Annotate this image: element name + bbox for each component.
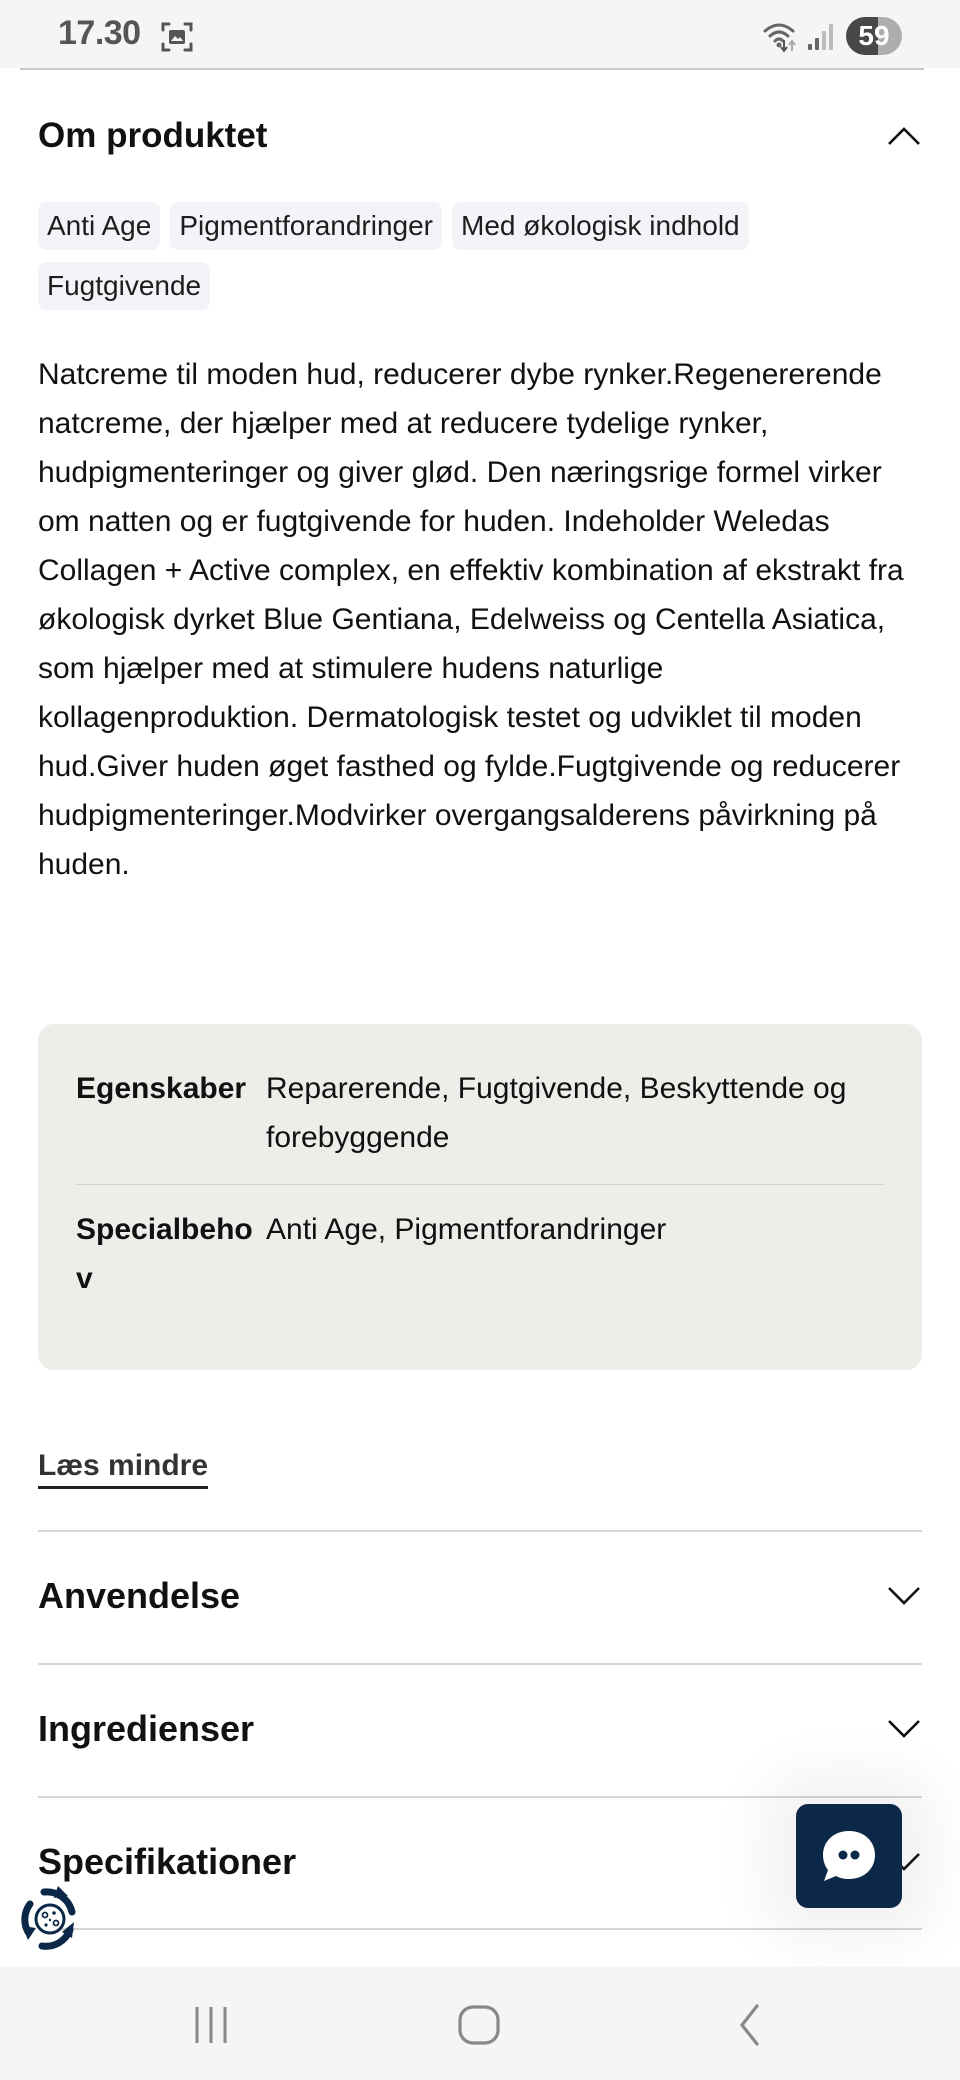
status-bar — [0, 0, 960, 68]
read-less-link[interactable]: Læs mindre — [38, 1448, 208, 1489]
recent-apps-icon[interactable] — [186, 2003, 236, 2047]
property-row — [76, 1184, 884, 1303]
accordion-anvendelse[interactable] — [38, 1531, 922, 1661]
tag: Med økologisk indhold — [452, 202, 749, 250]
accordion-ingredienser[interactable] — [38, 1664, 922, 1794]
status-divider — [20, 68, 924, 70]
chat-button[interactable] — [796, 1804, 902, 1908]
tag: Anti Age — [38, 202, 160, 250]
property-value: Anti Age, Pigmentforandringer — [266, 1213, 667, 1246]
property-row — [76, 1064, 884, 1162]
status-time: 17.30 — [58, 14, 141, 52]
chat-bubble-icon — [819, 1827, 879, 1885]
battery-level: 59 — [858, 20, 890, 51]
wifi-icon — [762, 20, 800, 54]
accordion-title: Specifikationer — [38, 1841, 297, 1882]
accordion-title: Anvendelse — [38, 1575, 241, 1616]
chevron-down-icon[interactable] — [886, 1585, 922, 1607]
battery-icon — [846, 17, 902, 55]
section-header-om-produktet[interactable] — [38, 104, 922, 168]
screenshot-icon — [160, 20, 194, 54]
property-label: Specialbehov — [76, 1213, 253, 1295]
signal-icon — [806, 22, 836, 52]
property-value: Reparerende, Fugtgivende, Beskyttende og forebyggende — [266, 1072, 847, 1154]
property-label: Egenskaber — [76, 1072, 247, 1105]
tag-list — [38, 202, 922, 310]
accordion-title: Ingredienser — [38, 1708, 255, 1749]
accordion-specifikationer[interactable] — [38, 1797, 922, 1927]
properties-card — [38, 1024, 922, 1370]
system-nav-bar — [0, 1967, 960, 2080]
home-icon[interactable] — [454, 2003, 504, 2047]
tag: Pigmentforandringer — [170, 202, 442, 250]
chevron-down-icon[interactable] — [886, 1718, 922, 1740]
tag: Fugtgivende — [38, 262, 210, 310]
divider — [38, 1928, 922, 1930]
product-description: Natcreme til moden hud, reducerer dybe rynker.Regenererende natcreme, der hjælper med at reducere tydelige rynker, hudpigmenteringer og giver glød. Den næringsrige formel virker om natten og er fugtgivende for huden. Indeholder Weledas Collagen + Active complex, en effektiv kombination af ekstrakt fra økologisk dyrket Blue Gentiana, Edelweiss og Centella Asiatica, som hjælper med at stimulere hudens naturlige kollagenproduktion. Dermatologisk testet og udviklet til moden hud.Giver huden øget fasthed og fylde.Fugtgivende og reducerer hudpigmenteringer.Modvirker overgangsalderens påvirkning på huden. — [38, 358, 904, 881]
back-icon[interactable] — [724, 2003, 774, 2047]
cookie-settings-icon[interactable] — [14, 1882, 84, 1954]
chevron-up-icon[interactable] — [886, 125, 922, 147]
section-title: Om produktet — [38, 116, 268, 155]
